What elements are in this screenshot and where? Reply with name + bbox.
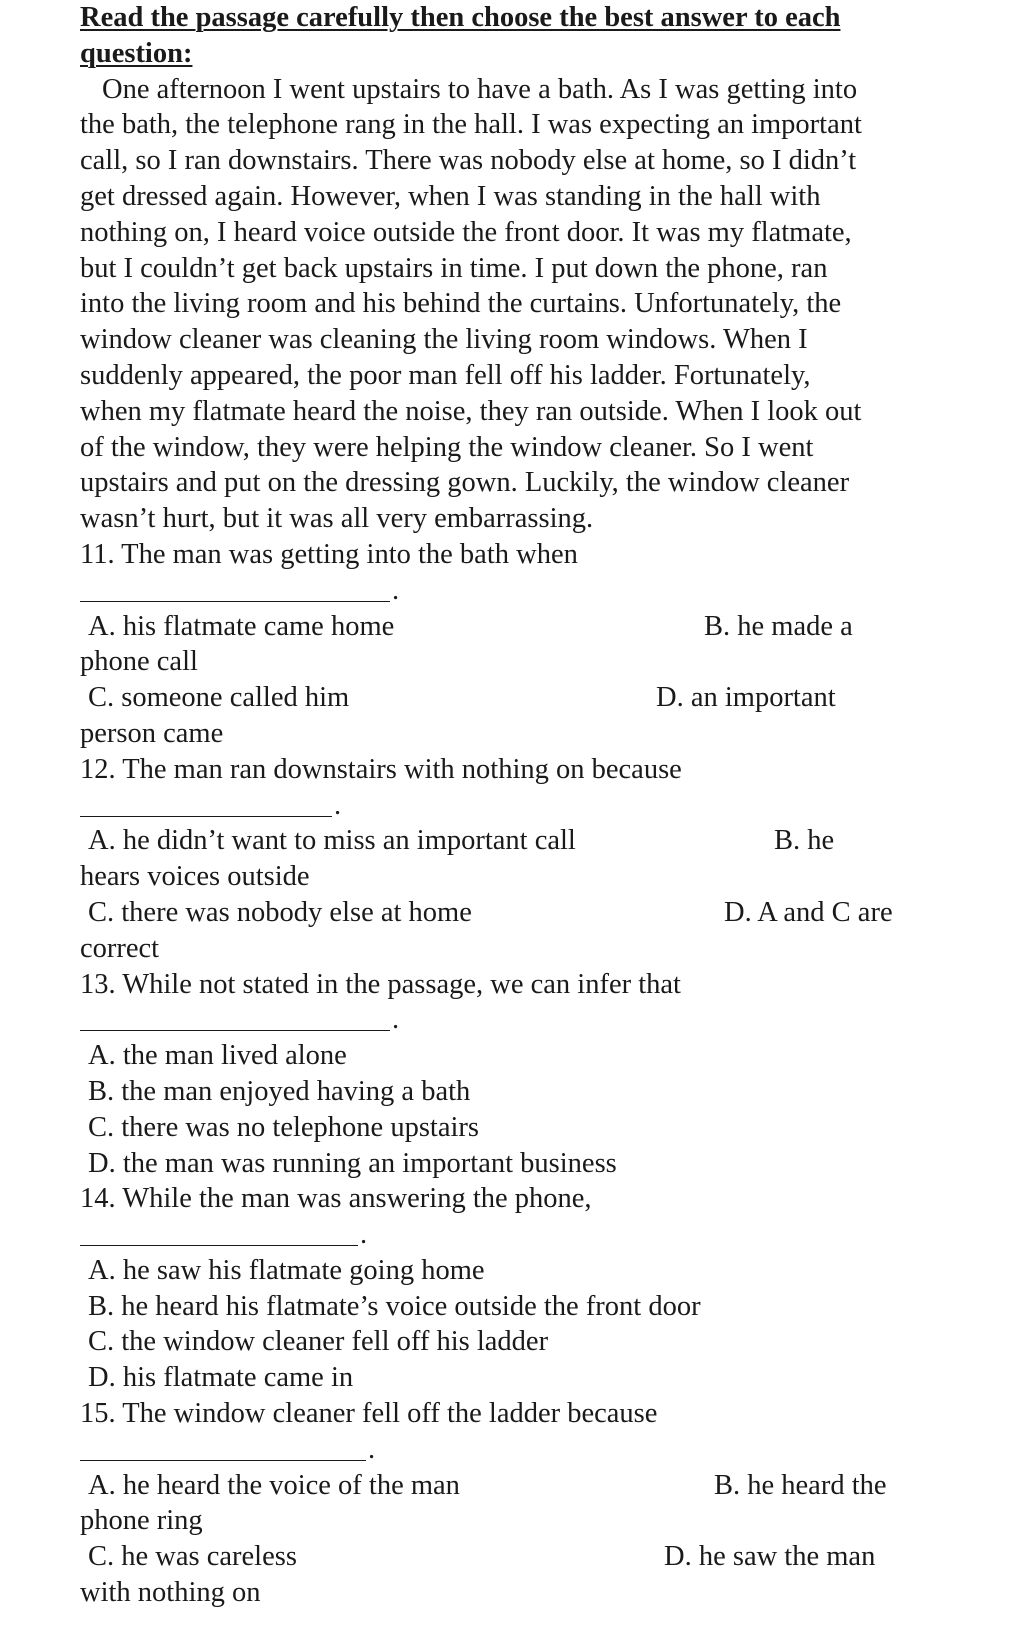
passage-line: but I couldn’t get back upstairs in time. I put down the phone, ran [80, 252, 828, 284]
question-11 [80, 537, 940, 752]
question-stem: 13. While not stated in the passage, we can infer that [80, 968, 681, 1000]
option-a[interactable]: A. he saw his flatmate going home [88, 1254, 485, 1286]
answer-blank[interactable] [80, 1002, 940, 1038]
option-c[interactable]: C. there was nobody else at home [88, 896, 472, 928]
answer-blank[interactable] [80, 1217, 940, 1253]
option-d[interactable]: D. A and C are [724, 896, 893, 928]
question-15 [80, 1396, 940, 1611]
option-b[interactable]: B. he heard the [714, 1469, 887, 1501]
option-d[interactable]: D. his flatmate came in [88, 1362, 354, 1394]
passage-line: the bath, the telephone rang in the hall. I was expecting an important [80, 109, 862, 141]
passage-line: upstairs and put on the dressing gown. Luckily, the window cleaner [80, 467, 850, 499]
option-a[interactable]: A. the man lived alone [88, 1040, 347, 1072]
blank-period: . [368, 1433, 376, 1465]
option-d-continued[interactable]: with nothing on [80, 1577, 261, 1609]
question-stem: 11. The man was getting into the bath when [80, 538, 578, 570]
option-d-continued[interactable]: correct [80, 932, 160, 964]
question-stem: 15. The window cleaner fell off the ladder because [80, 1398, 658, 1430]
option-d[interactable]: D. he saw the man [664, 1541, 876, 1573]
passage-line: window cleaner was cleaning the living room windows. When I [80, 324, 808, 356]
option-a[interactable]: A. he heard the voice of the man [88, 1469, 460, 1501]
blank-period: . [392, 574, 400, 606]
passage-line: into the living room and his behind the curtains. Unfortunately, the [80, 288, 842, 320]
answer-blank[interactable] [80, 788, 940, 824]
option-d[interactable]: D. the man was running an important business [88, 1147, 617, 1179]
blank-period: . [392, 1004, 400, 1036]
passage-line: One afternoon I went upstairs to have a bath. As I was getting into [102, 73, 858, 105]
question-stem: 14. While the man was answering the phone, [80, 1183, 592, 1215]
passage-line: nothing on, I heard voice outside the front door. It was my flatmate, [80, 216, 852, 248]
option-b[interactable]: B. he heard his flatmate’s voice outside the front door [88, 1290, 701, 1322]
option-b[interactable]: B. he made a [704, 610, 853, 642]
blank-period: . [360, 1219, 368, 1251]
option-d-continued[interactable]: person came [80, 717, 224, 749]
question-14 [80, 1181, 940, 1396]
passage-line: call, so I ran downstairs. There was nobody else at home, so I didn’t [80, 145, 857, 177]
question-12 [80, 752, 940, 967]
option-b-continued[interactable]: phone call [80, 646, 198, 678]
option-d[interactable]: D. an important [656, 682, 836, 714]
answer-blank[interactable] [80, 1432, 940, 1468]
option-b-continued[interactable]: hears voices outside [80, 861, 310, 893]
option-a[interactable]: A. he didn’t want to miss an important call [88, 825, 576, 857]
question-stem: 12. The man ran downstairs with nothing on because [80, 753, 682, 785]
passage-line: of the window, they were helping the window cleaner. So I went [80, 431, 814, 463]
option-c[interactable]: C. he was careless [88, 1541, 297, 1573]
worksheet-page [80, 0, 940, 1611]
reading-passage [80, 72, 940, 537]
answer-blank[interactable] [80, 573, 940, 609]
blank-period: . [334, 789, 342, 821]
option-b-continued[interactable]: phone ring [80, 1505, 203, 1537]
option-b[interactable]: B. the man enjoyed having a bath [88, 1075, 471, 1107]
passage-line: get dressed again. However, when I was standing in the hall with [80, 180, 821, 212]
option-c[interactable]: C. the window cleaner fell off his ladder [88, 1326, 549, 1358]
option-b[interactable]: B. he [774, 825, 835, 857]
option-c[interactable]: C. someone called him [88, 682, 350, 714]
instructions-title: Read the passage carefully then choose the best answer to each question: [80, 2, 841, 69]
passage-line: wasn’t hurt, but it was all very embarrassing. [80, 503, 594, 535]
passage-line: suddenly appeared, the poor man fell off his ladder. Fortunately, [80, 359, 811, 391]
passage-line: when my flatmate heard the noise, they ran outside. When I look out [80, 395, 862, 427]
option-c[interactable]: C. there was no telephone upstairs [88, 1111, 479, 1143]
option-a[interactable]: A. his flatmate came home [88, 610, 395, 642]
question-13 [80, 967, 940, 1182]
